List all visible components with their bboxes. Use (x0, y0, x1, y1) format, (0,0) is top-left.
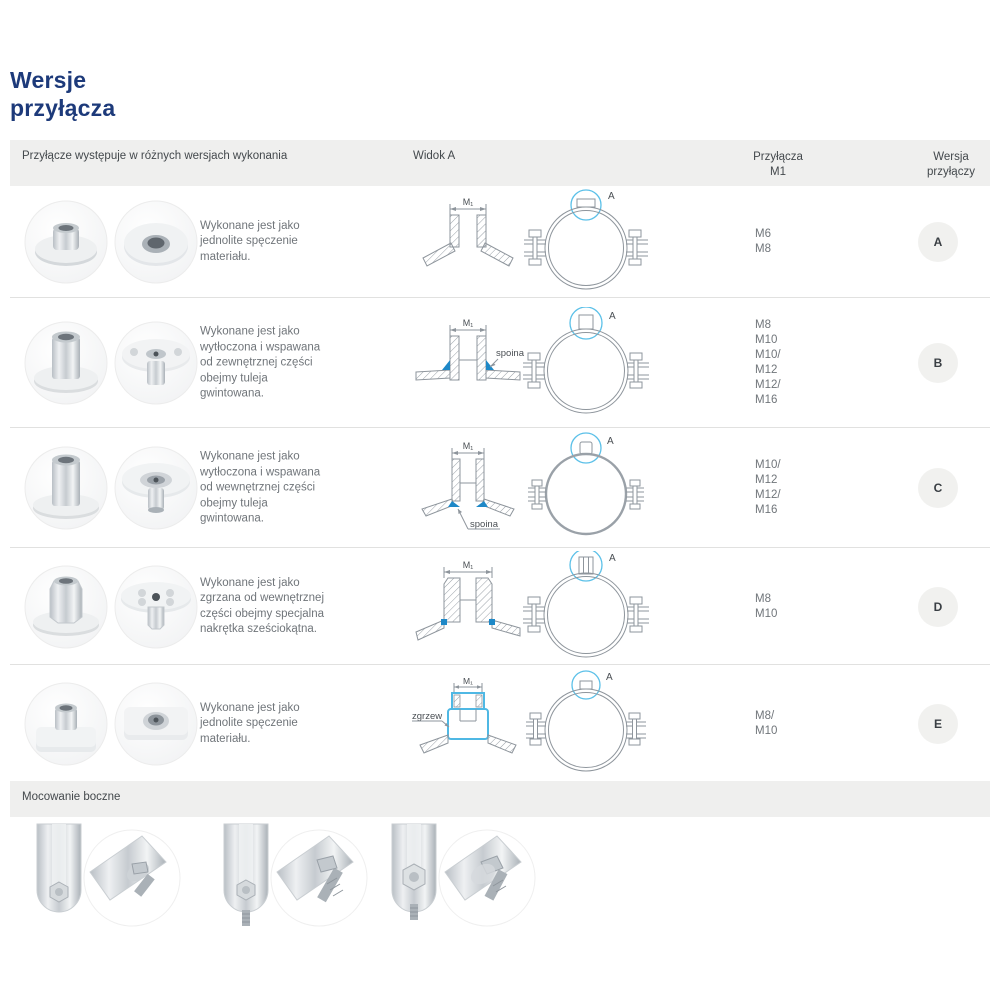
product-photo-top (114, 200, 198, 284)
weld-label: spoina (496, 348, 524, 359)
size-line: M8/ (755, 709, 775, 722)
table-header (10, 140, 990, 186)
m1-dimension-label: M₁ (463, 676, 473, 686)
clamp-end-photo (30, 822, 90, 934)
product-photo-side (24, 200, 108, 284)
table-row-d (10, 549, 990, 665)
size-line: M12/ (755, 379, 781, 391)
weld-label: zgrzew (412, 710, 443, 722)
side-mounting-header (10, 781, 990, 817)
product-photo-side (24, 321, 108, 405)
size-line: M10 (755, 607, 778, 620)
size-line: M6 (755, 227, 771, 240)
page-title (10, 66, 115, 122)
side-mounting-photo-group-3 (385, 822, 541, 950)
size-line: M16 (755, 394, 778, 406)
page-title-line2: przyłącza (10, 95, 116, 121)
product-photo-top (114, 682, 198, 766)
detail-circle-photo (437, 828, 537, 928)
size-line: M12/ (755, 489, 781, 501)
version-badge: B (918, 343, 958, 383)
detail-circle-photo (269, 828, 369, 928)
thread-sizes (755, 227, 771, 257)
product-photo-top-image (114, 682, 198, 766)
clamp-drawing (510, 668, 660, 780)
thread-sizes (755, 592, 777, 622)
product-photo-top-image (114, 200, 198, 284)
size-line: M10/ (755, 459, 781, 471)
table-row-a (10, 186, 990, 298)
product-photo-side-image (24, 200, 108, 284)
version-badge: C (918, 468, 958, 508)
detail-circle-photo (82, 828, 182, 928)
thread-sizes (755, 318, 781, 408)
product-photo-bottom-image (114, 446, 198, 530)
row-description: Wykonane jest jako wytłoczona i wspawana od zewnętrznej części obejmy tuleja gwintowana. (200, 325, 321, 400)
m1-dimension-label: M₁ (462, 559, 474, 570)
clamp-end-photo (385, 822, 445, 934)
table-row-c (10, 429, 990, 548)
table-row-b (10, 299, 990, 428)
product-photo-side (24, 682, 108, 766)
product-photo-bottom (114, 446, 198, 530)
weld-label: spoina (470, 519, 498, 530)
row-description: Wykonane jest jako wytłoczona i wspawana od wewnętrznej części obejmy tuleja gwintowana. (200, 450, 321, 525)
m1-dimension-label: M₁ (462, 318, 474, 328)
product-photo-top (114, 321, 198, 405)
row-description: Wykonane jest jako jednolite spęczenie materiału. (200, 219, 300, 263)
side-mounting-photo-group-1 (30, 822, 186, 950)
product-photo-side-image (24, 682, 108, 766)
header-variants: Przyłącze występuje w różnych wersjach wykonania (22, 150, 288, 162)
m1-dimension-label: M₁ (462, 196, 474, 207)
m1-dimension-label: M₁ (462, 441, 474, 451)
side-mounting-title: Mocowanie boczne (22, 791, 121, 803)
product-photo-top-image (114, 321, 198, 405)
version-badge: D (918, 587, 958, 627)
product-photo-side-image (24, 565, 108, 649)
row-description: Wykonane jest jako jednolite spęczenie materiału. (200, 701, 300, 745)
page-title-line1: Wersje (10, 67, 87, 93)
product-photo-side (24, 446, 108, 530)
view-a-label: A (607, 436, 614, 447)
product-photo-side-image (24, 321, 108, 405)
size-line: M10 (755, 334, 778, 346)
clamp-drawing (510, 551, 660, 663)
view-a-label: A (608, 190, 615, 202)
view-a-label: A (609, 311, 616, 322)
view-a-label: A (606, 671, 613, 683)
row-description: Wykonane jest jako zgrzana od wewnętrznej części obejmy specjalna nakrętka sześciokątna. (200, 576, 325, 635)
header-view-a: Widok A (413, 150, 456, 162)
clamp-end-photo (217, 822, 277, 934)
side-mounting-photo-group-2 (217, 822, 373, 950)
size-line: M12 (755, 364, 778, 376)
clamp-drawing (510, 186, 660, 298)
size-line: M10/ (755, 349, 781, 361)
header-thread-m1: Przyłącza M1 (753, 151, 803, 178)
table-row-e (10, 666, 990, 781)
product-photo-side (24, 565, 108, 649)
size-line: M12 (755, 474, 778, 486)
clamp-drawing (510, 307, 660, 419)
version-badge: E (918, 704, 958, 744)
product-photo-bottom (114, 565, 198, 649)
size-line: M16 (755, 504, 778, 516)
size-line: M8 (755, 319, 771, 331)
product-photo-side-image (24, 446, 108, 530)
size-line: M8 (755, 592, 771, 605)
product-photo-bottom-image (114, 565, 198, 649)
thread-sizes (755, 458, 781, 518)
size-line: M8 (755, 242, 771, 255)
view-a-label: A (609, 552, 616, 564)
header-version: Wersja przyłączy (927, 151, 975, 178)
thread-sizes (755, 709, 777, 739)
clamp-drawing (510, 432, 660, 544)
size-line: M10 (755, 724, 778, 737)
version-badge: A (918, 222, 958, 262)
